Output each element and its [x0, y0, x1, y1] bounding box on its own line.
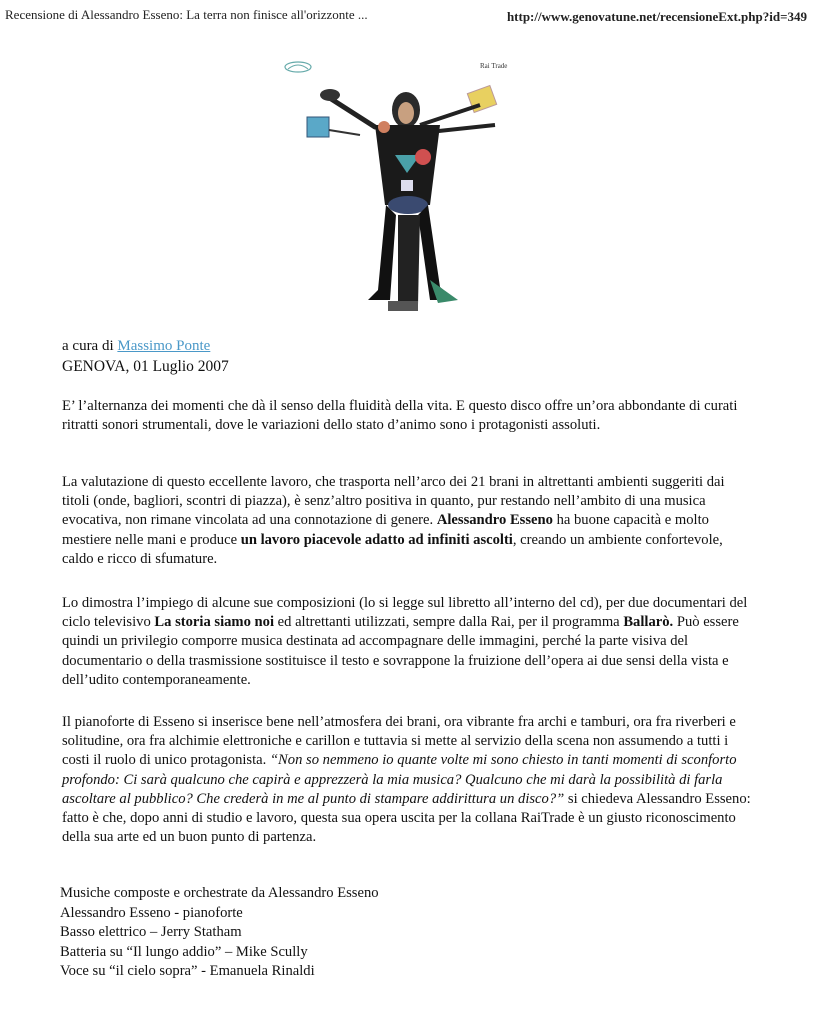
p2-text-c: ha buone capacità e molto mestiere nelle mani e produce	[62, 512, 709, 548]
p4-italic-quote: “Non so nemmeno io quante volte mi sono chiesto in tanti momenti di sconforto profondo: Ci sarà qualcuno che capirà e apprezzerà la mia musica? Qualcuno che mi darà la possibilità di farla ascoltare al pubblico? Che crederà in me al punto di stampare addirittura un disco?”	[62, 752, 737, 807]
credit-line: Voce su “il cielo sopra” - Emanuela Rinaldi	[60, 963, 315, 979]
p2-text-e: , creando un ambiente confortevole, caldo e ricco di sfumature.	[62, 531, 723, 567]
author-link[interactable]: Massimo Ponte	[117, 338, 211, 354]
p3-bold-program: La storia siamo noi	[154, 614, 274, 631]
byline-prefix: a cura di	[62, 338, 114, 354]
credits-list	[60, 884, 379, 982]
p4-text-a: Il pianoforte di Esseno si inserisce bene nell’atmosfera dei brani, ora vibrante fra archi e tamburi, ora fra riverberi e solitudine, ora fra alchimie elettroniche e carillon e tuttavia si mette al servizio della scena non assumendo a tutti i costi il ruolo di unico protagonista.	[62, 714, 736, 769]
p3-text-e: Può essere quindi un privilegio comporre musica destinata ad accompagnare delle immagini, perché la parte visiva del documentario o della trasmissione sostituisce il testo e sovrappone la fruizione dell’opera ai due sensi della vista e dell’udito contemporaneamente.	[62, 614, 739, 688]
rai-trade-logo: Rai Trade	[480, 62, 508, 70]
page-header-url[interactable]: http://www.genovatune.net/recensioneExt.php?id=349	[506, 9, 807, 24]
dateline-date: , 01 Luglio 2007	[125, 358, 229, 375]
album-cover-image	[280, 55, 530, 320]
p4-text-c: si chiedeva Alessandro Esseno: fatto è che, dopo anni di studio e lavoro, questa sua opera uscita per la collana RaiTrade è un giusto riconoscimento della sua arte ed un buon punto di partenza.	[62, 790, 751, 846]
credit-line: Batteria su “Il lungo addio” – Mike Scully	[60, 943, 308, 960]
album-cover-figure	[280, 55, 530, 320]
p3-bold-ballaro: Ballarò.	[623, 614, 674, 631]
p2-bold-phrase: un lavoro piacevole adatto ad infiniti ascolti	[240, 531, 513, 548]
article-paragraph-4	[62, 713, 752, 847]
byline	[62, 338, 210, 355]
credit-line: Musiche composte e orchestrate da Alessandro Esseno	[60, 885, 379, 901]
p2-bold-artist: Alessandro Esseno	[436, 512, 553, 529]
credit-line: Basso elettrico – Jerry Statham	[60, 924, 242, 940]
dateline-city: GENOVA	[62, 358, 126, 375]
dateline	[62, 358, 229, 376]
p3-text-a: Lo dimostra l’impiego di alcune sue composizioni (lo si legge sul libretto all’interno del cd), per due documentari del ciclo televisivo	[62, 595, 748, 631]
article-paragraph-2	[62, 473, 752, 569]
page-header-title: Recensione di Alessandro Esseno: La terra non finisce all'orizzonte ...	[5, 7, 368, 22]
p3-text-c: ed altrettanti utilizzati, sempre dalla Rai, per il programma	[274, 614, 624, 631]
article-paragraph-1: E’ l’alternanza dei momenti che dà il senso della fluidità della vita. E questo disco offre un’ora abbondante di curati ritratti sonori strumentali, dove le variazioni dello stato d’animo sono i protagonisti assoluti.	[62, 398, 738, 434]
album-logo-icon	[285, 62, 311, 72]
article-paragraph-3	[62, 594, 752, 690]
credit-line: Alessandro Esseno - pianoforte	[60, 904, 243, 921]
p2-text-a: La valutazione di questo eccellente lavoro, che trasporta nell’arco dei 21 brani in altrettanti ambienti suggeriti dai titoli (onde, bagliori, scontri di piazza), è senz’altro positiva in quanto, pur restando nell’ambito di una musica evocativa, non rimane vincolata ad una connotazione di genere.	[62, 474, 725, 529]
